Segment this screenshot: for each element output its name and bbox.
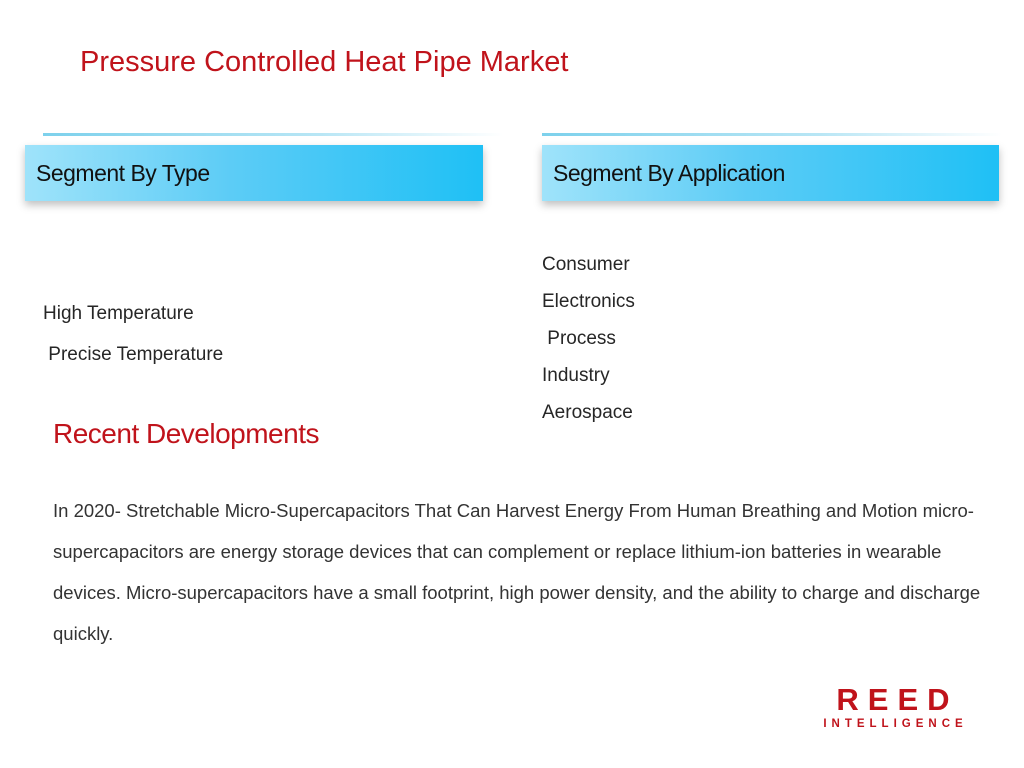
logo-tagline: INTELLIGENCE bbox=[823, 718, 968, 730]
segment-application-item: Consumer bbox=[542, 254, 630, 275]
segment-application-header bbox=[542, 145, 999, 201]
divider-line-right bbox=[542, 133, 1002, 136]
segment-application-header-label: Segment By Application bbox=[553, 159, 785, 186]
segment-application-item: Electronics bbox=[542, 291, 635, 312]
page-title: Pressure Controlled Heat Pipe Market bbox=[80, 46, 569, 78]
recent-developments-heading: Recent Developments bbox=[53, 418, 319, 449]
segment-type-header-label: Segment By Type bbox=[36, 159, 210, 186]
segment-type-item: High Temperature bbox=[43, 303, 194, 324]
segment-application-item: Industry bbox=[542, 365, 610, 386]
logo-name: REED bbox=[836, 682, 959, 717]
segment-type-header bbox=[25, 145, 483, 201]
recent-developments-body: In 2020- Stretchable Micro-Supercapacitors That Can Harvest Energy From Human Breathing and Motion micro-supercapacitors are energy storage devices that can complement or replace lithium-ion batteries in wearable devices. Micro-supercapacitors have a small footprint, high power density, and the ability to charge and discharge quickly. bbox=[53, 500, 981, 644]
reed-intelligence-logo bbox=[818, 684, 968, 732]
divider-line-left bbox=[43, 133, 503, 136]
segment-type-item: Precise Temperature bbox=[43, 344, 224, 365]
segment-application-item: Process bbox=[542, 328, 616, 349]
segment-application-item: Aerospace bbox=[542, 402, 633, 423]
